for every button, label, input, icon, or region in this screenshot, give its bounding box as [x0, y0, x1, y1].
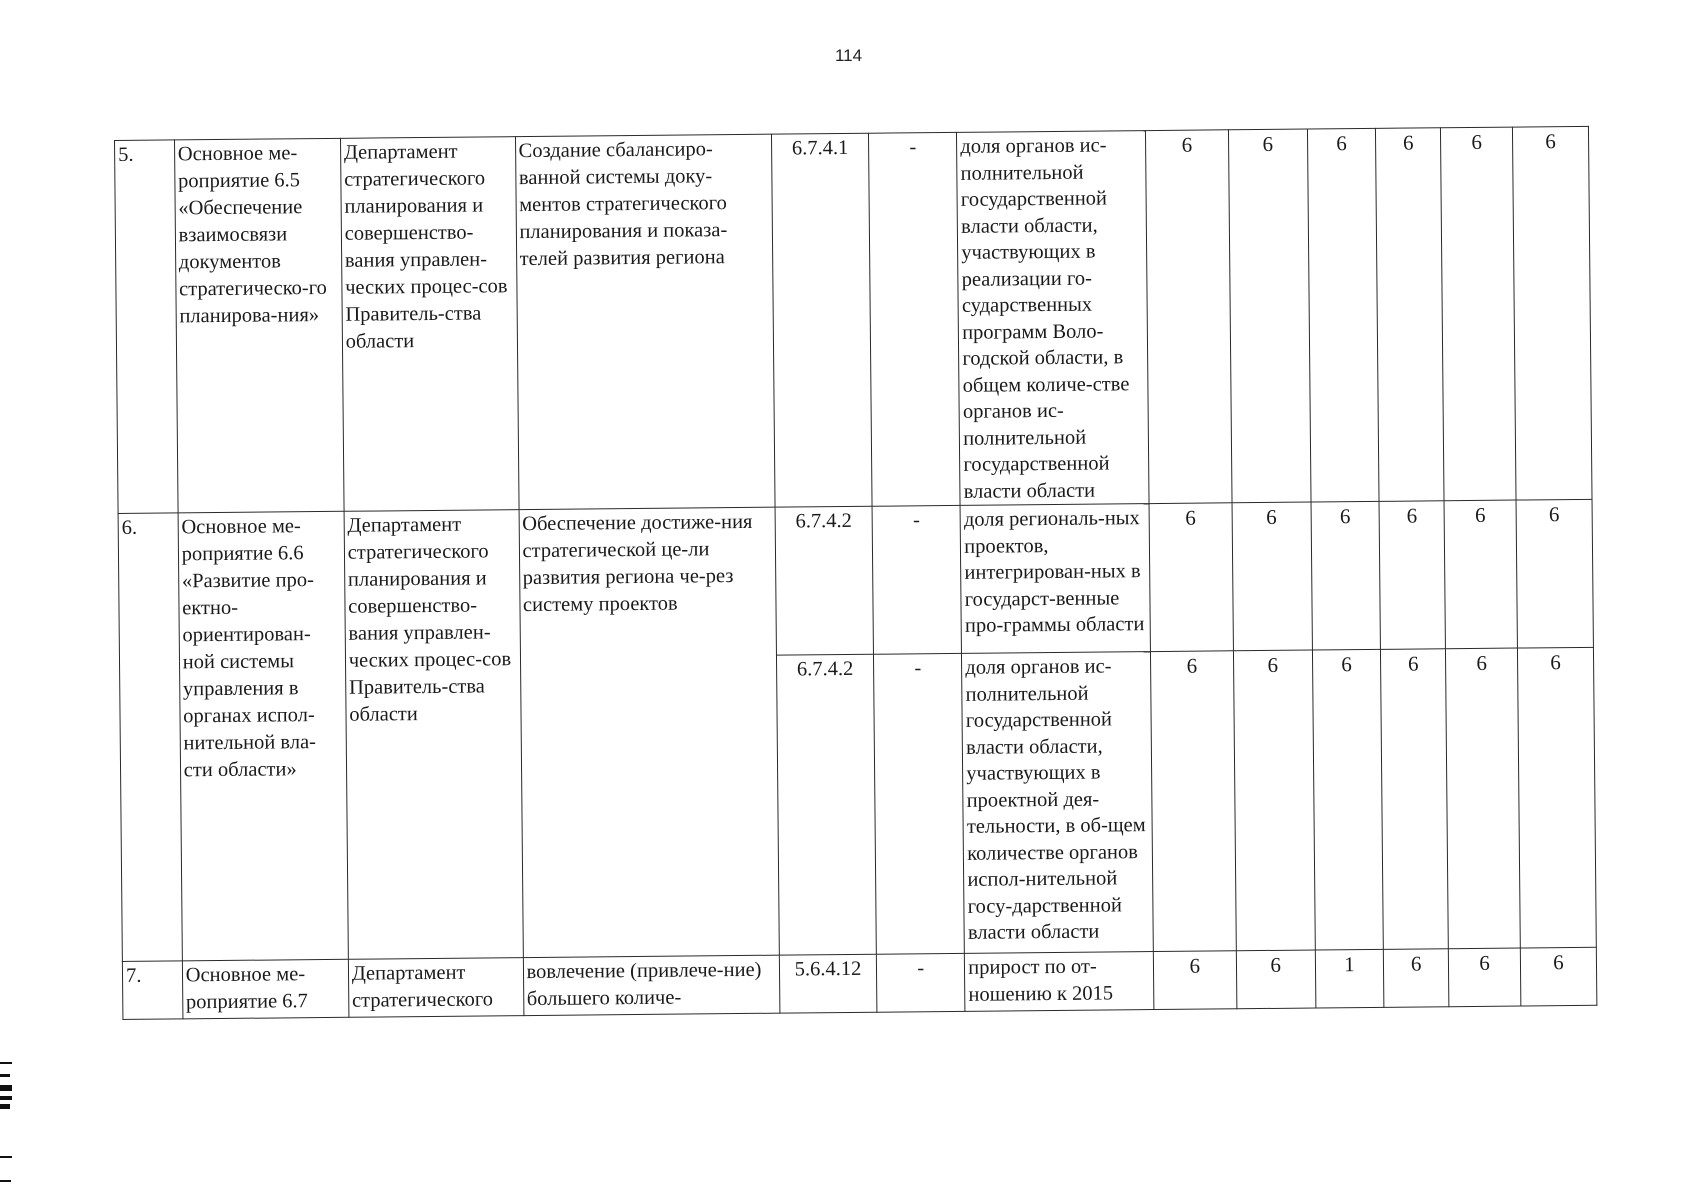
- event-cell: Основное ме-роприятие 6.7: [182, 959, 349, 1019]
- plan-table: [114, 126, 1597, 1020]
- value-cell: 6: [1312, 649, 1383, 950]
- value-cell: 6: [1520, 947, 1597, 1006]
- scan-edge-mark: [0, 1096, 12, 1100]
- scan-edge-mark: [0, 1074, 10, 1077]
- indicator-mark: -: [874, 653, 965, 954]
- indicator-code: 5.6.4.12: [779, 954, 877, 1013]
- indicator-text: доля региональ-ных проектов, интегрирован-ных в государст-венные про-граммы области: [960, 504, 1150, 654]
- value-cell: 6: [1228, 129, 1311, 503]
- value-cell: 6: [1441, 127, 1516, 501]
- value-cell: 6: [1379, 501, 1446, 650]
- value-cell: 6: [1151, 651, 1236, 952]
- indicator-text: доля органов ис-полнительной государственной власти области, участвующих в реализации го-сударственных программ Воло-годской области, в общем количе-стве органов ис-полнительной государственной власти области: [957, 131, 1149, 506]
- scan-edge-mark: [0, 1180, 11, 1182]
- value-cell: 6: [1232, 502, 1313, 651]
- result-cell: вовлечение (привлече-ние) большего количе-: [523, 955, 780, 1015]
- value-cell: 6: [1153, 951, 1236, 1010]
- indicator-mark: -: [872, 505, 961, 654]
- value-cell: 6: [1512, 126, 1592, 500]
- value-cell: 6: [1449, 948, 1521, 1007]
- event-cell: Основное ме-роприятие 6.6 «Развитие про-ектно-ориентирован-ной системы управления в органах испол-нительной вла-сти области»: [178, 511, 348, 961]
- indicator-text: прирост по от-ношению к 2015: [965, 952, 1154, 1012]
- value-cell: 6: [1381, 649, 1449, 950]
- value-cell: 6: [1233, 650, 1315, 951]
- value-cell: 6: [1446, 648, 1521, 949]
- executor-cell: Департамент стратегического планирования и совершенство-вания управлен-ческих процес-сов Правитель-ства области: [344, 510, 523, 960]
- indicator-code: 6.7.4.2: [776, 654, 877, 955]
- indicator-text: доля органов ис-полнительной государственной власти области, участвующих в проектной дея-тельности, в об-щем количестве органов испол-нительной госу-дарственной власти области: [962, 652, 1154, 954]
- value-cell: 6: [1307, 128, 1379, 502]
- scan-edge-mark: [0, 1062, 12, 1064]
- page-number: 114: [834, 46, 863, 65]
- result-cell: Обеспечение достиже-ния стратегической це-ли развития региона че-рез систему проектов: [519, 507, 779, 957]
- indicator-code: 6.7.4.1: [771, 133, 872, 507]
- scan-edge-mark: [0, 1156, 12, 1158]
- indicator-mark: -: [869, 132, 960, 506]
- indicator-mark: -: [877, 953, 965, 1012]
- executor-cell: Департамент стратегического планирования и совершенство-вания управлен-ческих процес-сов Правитель-ства области: [340, 137, 518, 512]
- scan-edge-mark: [0, 1085, 12, 1091]
- value-cell: 6: [1376, 128, 1445, 502]
- table-row: [115, 126, 1593, 513]
- table-container: [114, 126, 1597, 1020]
- executor-cell: Департамент стратегического: [348, 958, 523, 1018]
- table-row: [118, 499, 1593, 661]
- value-cell: 1: [1315, 949, 1384, 1008]
- value-cell: 6: [1146, 130, 1232, 504]
- event-cell: Основное ме-роприятие 6.5 «Обеспечение взаимосвязи документов стратегическо-го планирова-ния»: [174, 138, 344, 513]
- scan-edge-mark: [0, 1104, 10, 1109]
- result-cell: Создание сбалансиро-ванной системы доку-ментов стратегического планирования и показа-телей развития региона: [515, 134, 775, 509]
- value-cell: 6: [1311, 501, 1381, 650]
- value-cell: 6: [1444, 500, 1517, 649]
- value-cell: 6: [1236, 950, 1316, 1009]
- value-cell: 6: [1517, 647, 1596, 948]
- indicator-code: 6.7.4.2: [775, 506, 874, 655]
- row-number: 7.: [122, 961, 182, 1020]
- value-cell: 6: [1384, 949, 1450, 1008]
- value-cell: 6: [1149, 503, 1233, 652]
- row-number: 5.: [115, 140, 178, 514]
- value-cell: 6: [1516, 499, 1593, 648]
- row-number: 6.: [118, 513, 182, 962]
